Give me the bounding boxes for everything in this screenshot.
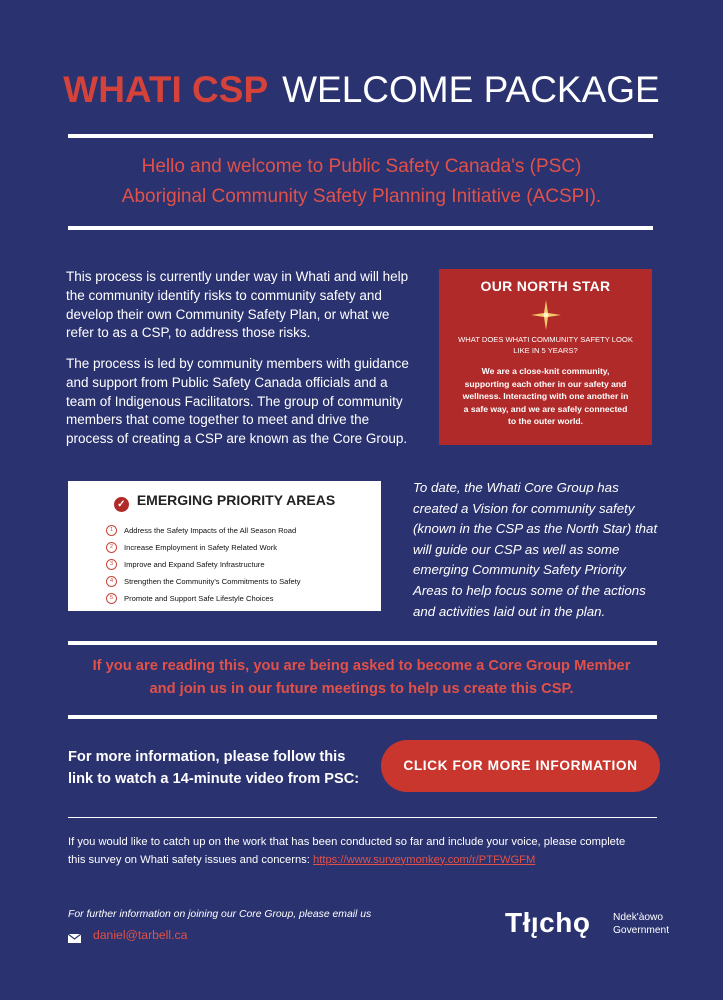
more-info-line-2: link to watch a 14-minute video from PSC:	[68, 771, 360, 787]
priority-areas-card	[68, 481, 381, 611]
star-sparkle-icon	[531, 300, 561, 330]
north-star-box	[439, 269, 652, 445]
divider-cta-bottom	[68, 715, 657, 719]
north-star-title: OUR NORTH STAR	[480, 278, 611, 294]
welcome-line-2: Aboriginal Community Safety Planning Initiative (ACSPI).	[121, 186, 602, 207]
tlicho-government-logo	[505, 906, 670, 944]
list-item-text: Address the Safety Impacts of the All Season Road	[124, 526, 297, 535]
cta-line-1: If you are reading this, you are being asked to become a Core Group Member	[92, 658, 631, 674]
list-item-text: Promote and Support Safe Lifestyle Choices	[124, 594, 274, 603]
email-link[interactable]: daniel@tarbell.ca	[93, 928, 188, 942]
intro-paragraph-2: The process is led by community members with guidance and support from Public Safety Canada officials and a team of Indigenous Facilitators. The group of community members that come together to meet and drive the process of creating a CSP are known as the Core Group.	[66, 356, 409, 447]
list-item	[106, 539, 381, 556]
priority-areas-list	[106, 522, 381, 607]
cta-line-2: and join us in our future meetings to help us create this CSP.	[149, 681, 574, 697]
email-contact	[68, 927, 187, 943]
north-star-question: WHAT DOES WHATI COMMUNITY SAFETY LOOK LIKE IN 5 YEARS?	[458, 335, 633, 355]
survey-line-2-text: this survey on Whati safety issues and concerns:	[68, 853, 313, 866]
mail-icon	[68, 931, 81, 940]
more-information-button[interactable]: CLICK FOR MORE INFORMATION	[381, 740, 660, 792]
survey-line-2	[68, 852, 668, 870]
list-number: 1	[106, 525, 117, 536]
north-star-answer: We are a close-knit community, supporting each other in our safety and wellness. Interacting with one another in a safe way, and we are safely connected to the outer world.	[462, 366, 629, 426]
priority-areas-title	[68, 492, 381, 512]
call-to-action	[0, 655, 723, 701]
list-item-text: Improve and Expand Safety Infrastructure	[124, 560, 265, 569]
list-item	[106, 590, 381, 607]
list-item-text: Increase Employment in Safety Related Work	[124, 543, 278, 552]
check-icon: ✓	[114, 497, 129, 512]
list-item	[106, 573, 381, 590]
logo-wordmark: Tłı̨chǫ	[505, 907, 591, 938]
vision-paragraph: To date, the Whati Core Group has created a Vision for community safety (known in the CSP as the North Star) that will guide our CSP as well as some emerging Community Safety Priority Areas to help focus some of the actions and activities laid out in the plan.	[413, 480, 658, 619]
survey-line-1: If you would like to catch up on the work that has been conducted so far and include your voice, please complete	[68, 836, 626, 848]
page-title	[0, 68, 723, 112]
more-info-line-1: For more information, please follow this	[68, 749, 346, 765]
list-number: 2	[106, 542, 117, 553]
list-number: 4	[106, 576, 117, 587]
list-number: 5	[106, 593, 117, 604]
title-highlight: WHATI CSP	[63, 69, 269, 110]
further-info-text: For further information on joining our Core Group, please email us	[68, 909, 372, 920]
divider-welcome	[68, 226, 653, 230]
list-item	[106, 522, 381, 539]
intro-paragraph-1: This process is currently under way in Whati and will help the community identify risks to community safety and develop their own Community Safety Plan, or what we refer to as a CSP, to address those risks.	[66, 269, 409, 341]
more-info-text	[68, 746, 359, 790]
logo-subtitle-1: Ndek'àowo	[613, 912, 664, 923]
divider-thin	[68, 817, 657, 818]
welcome-line-1: Hello and welcome to Public Safety Canada's (PSC)	[141, 156, 582, 177]
divider-cta-top	[68, 641, 657, 645]
title-main: WELCOME PACKAGE	[282, 69, 660, 110]
divider-top	[68, 134, 653, 138]
survey-text	[68, 834, 668, 869]
list-number: 3	[106, 559, 117, 570]
list-item	[106, 556, 381, 573]
logo-subtitle-2: Government	[613, 925, 670, 936]
survey-link[interactable]: https://www.surveymonkey.com/r/PTFWGFM	[313, 853, 536, 866]
priority-areas-title-text: EMERGING PRIORITY AREAS	[136, 492, 336, 508]
list-item-text: Strengthen the Community's Commitments to Safety	[124, 577, 301, 586]
welcome-heading	[0, 152, 723, 212]
